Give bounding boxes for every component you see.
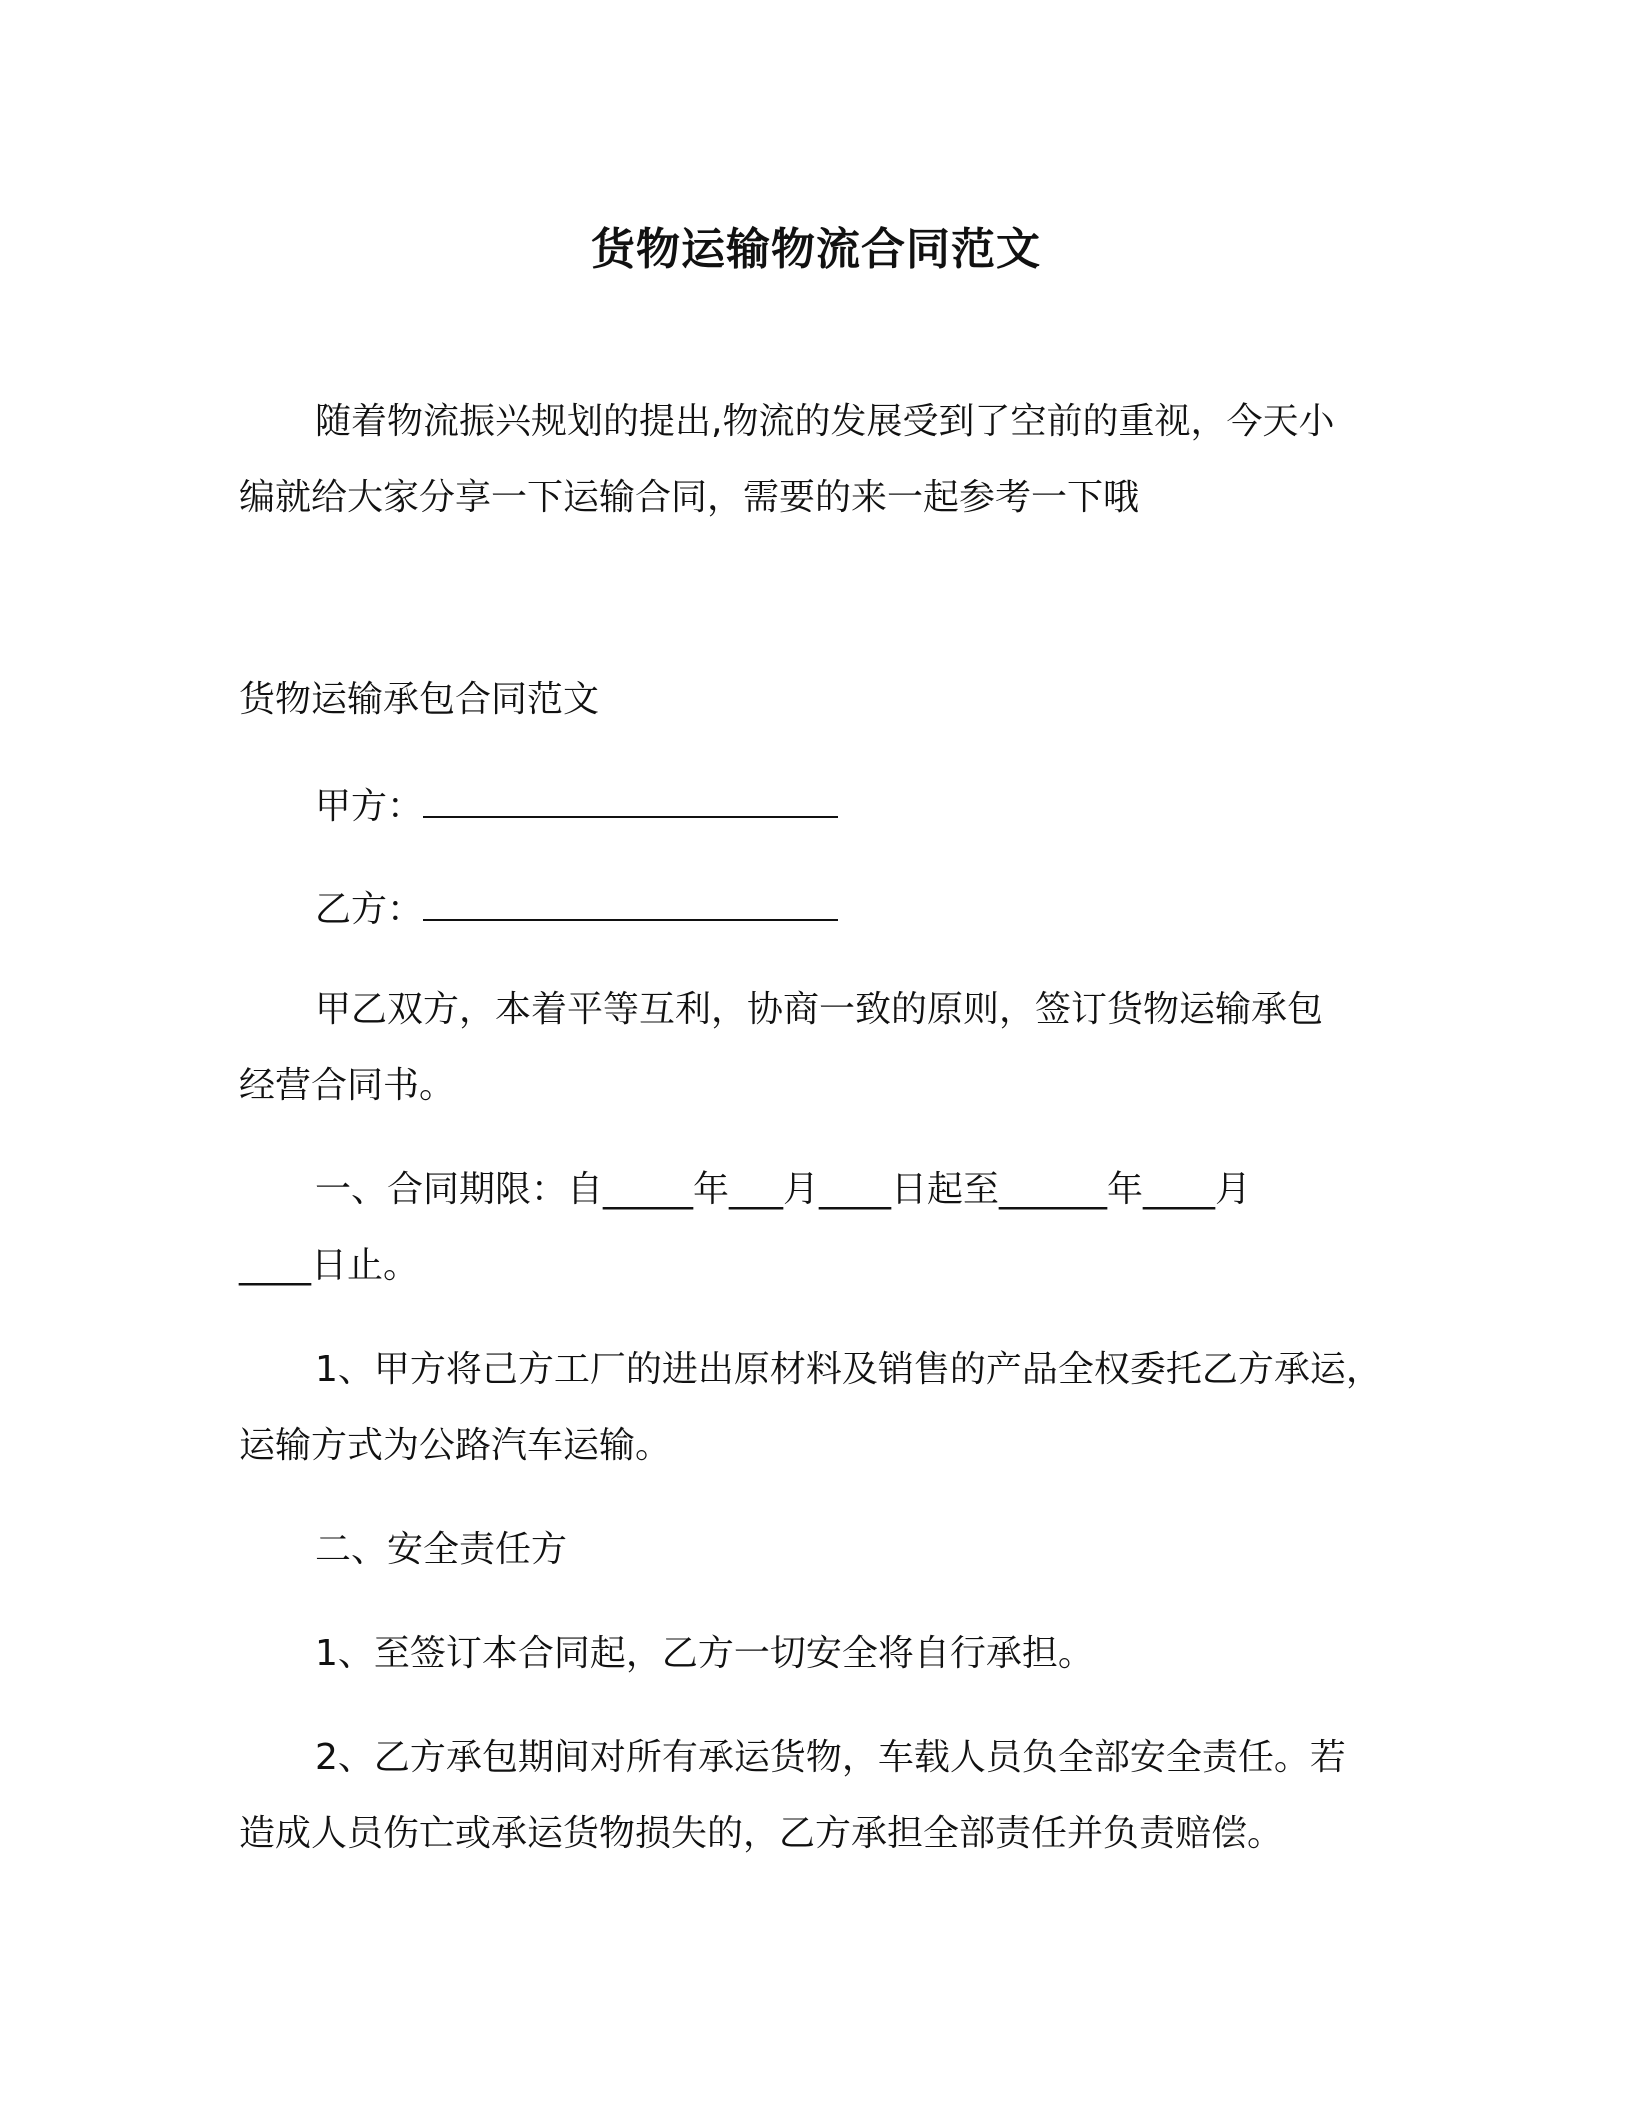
clause-2-2-line-2: 造成人员伤亡或承运货物损失的，乙方承担全部责任并负责赔偿。 <box>239 1813 1284 1854</box>
party-a-blank <box>423 780 838 818</box>
party-a-line <box>315 780 838 831</box>
preamble-line-2: 经营合同书。 <box>239 1065 456 1106</box>
clause-1-1-line-2: 运输方式为公路汽车运输。 <box>239 1425 672 1466</box>
party-b-label: 乙方： <box>315 889 424 930</box>
section-2-heading: 二、安全责任方 <box>315 1529 568 1570</box>
clause-2-1: 1、至签订本合同起，乙方一切安全将自行承担。 <box>315 1633 1094 1674</box>
term-line-2: ____日止。 <box>239 1245 420 1286</box>
intro-line-1: 随着物流振兴规划的提出,物流的发展受到了空前的重视，今天小 <box>315 401 1335 442</box>
term-line-1: 一、合同期限：自_____年___月____日起至______年____月 <box>315 1169 1252 1210</box>
contract-subtitle: 货物运输承包合同范文 <box>239 679 600 720</box>
party-b-blank <box>423 883 838 921</box>
intro-line-2: 编就给大家分享一下运输合同，需要的来一起参考一下哦 <box>239 477 1140 518</box>
party-b-line <box>315 883 838 934</box>
document-title: 货物运输物流合同范文 <box>591 224 1041 275</box>
preamble-line-1: 甲乙双方，本着平等互利，协商一致的原则，签订货物运输承包 <box>315 989 1324 1030</box>
clause-1-1-line-1: 1、甲方将己方工厂的进出原材料及销售的产品全权委托乙方承运， <box>315 1349 1382 1390</box>
party-a-label: 甲方： <box>315 786 424 827</box>
clause-2-2-line-1: 2、乙方承包期间对所有承运货物，车载人员负全部安全责任。若 <box>315 1737 1346 1778</box>
